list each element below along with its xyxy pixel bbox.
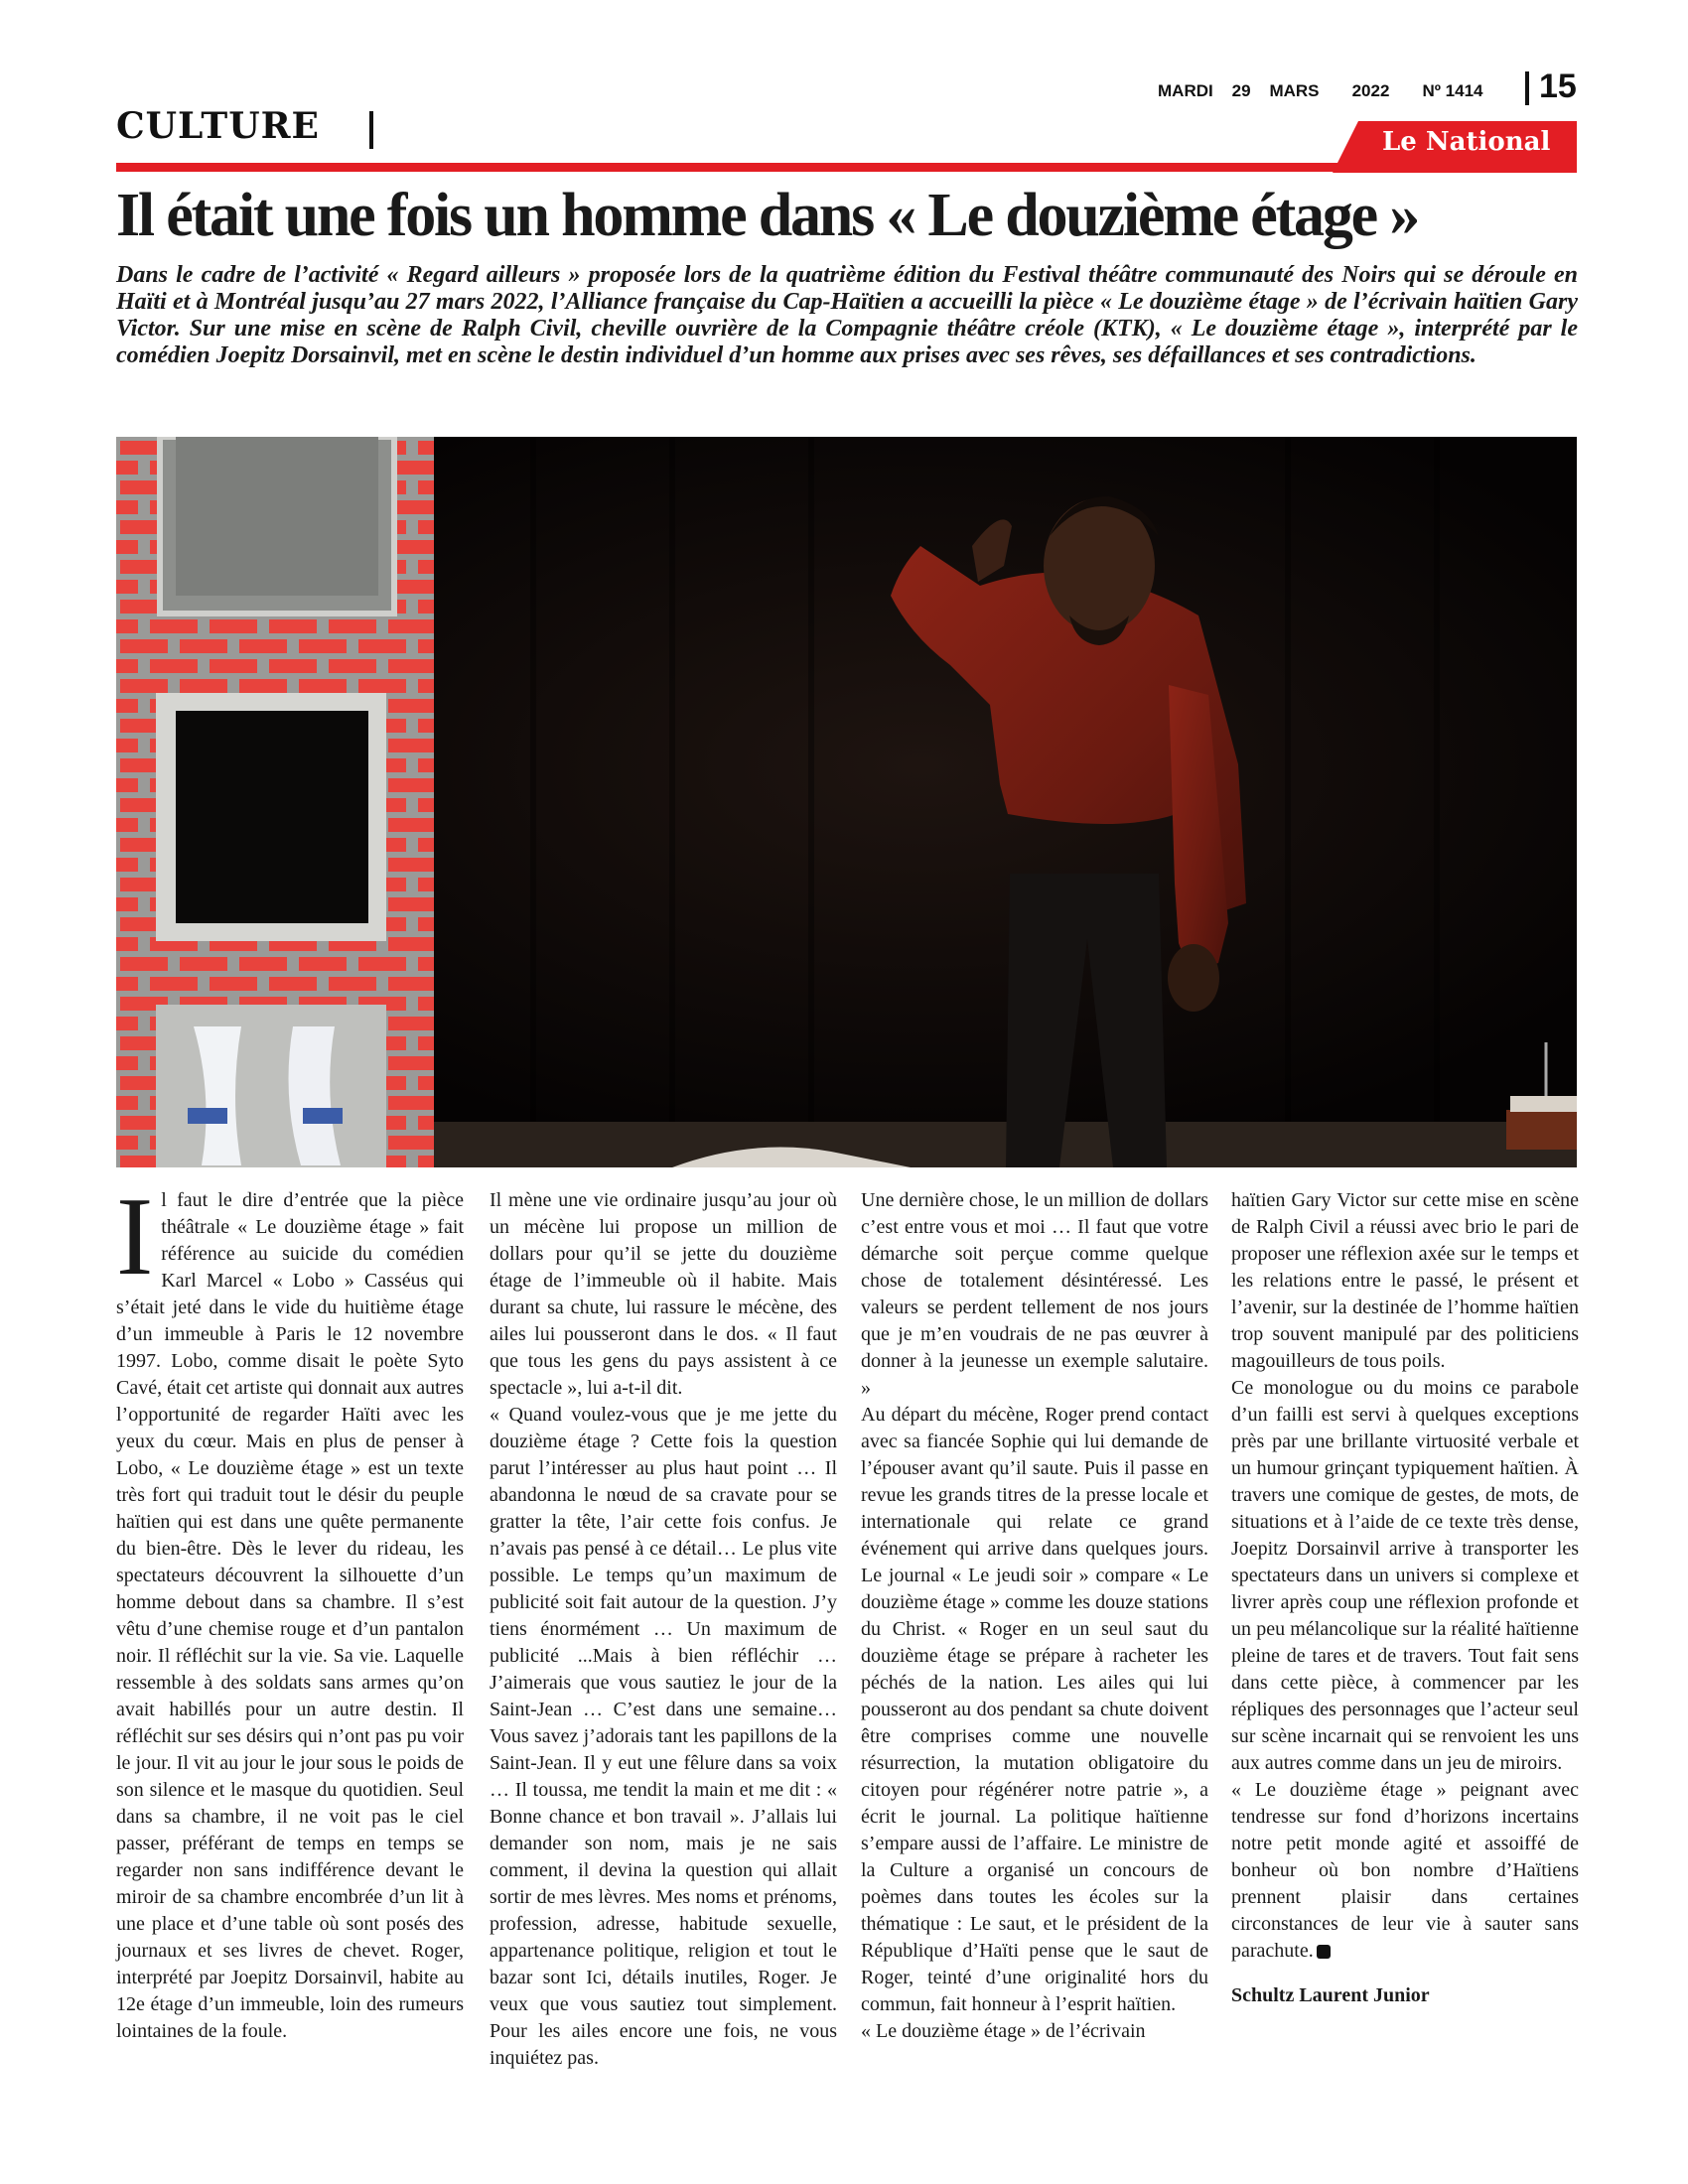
article-paragraph: Ce monologue ou du moins ce parabole d’un failli est servi à quelques exceptions près par une brillante virtuosité verbale et un humour grinçant typiquement haïtien. À travers une comique de gestes, de mots, de situations et à l’aide de ce texte très dense, Joepitz Dorsainvil arrive à transporter les spectateurs dans un univers si complexe et livrer après coup une réflexion profonde et un peu mélancolique sur la réalité haïtienne pleine de tares et de travers. Tout fait sens dans cette pièce, à commencer par les répliques des personnages que l’acteur seul sur scène incarnait qui se renvoient les uns aux autres comme dans un jeu de miroirs.	[1231, 1377, 1579, 1774]
article-lede: Dans le cadre de l’activité « Regard ailleurs » proposée lors de la quatrième édition du Festival théâtre communauté des Noirs qui se déroule en Haïti et à Montréal jusqu’au 27 mars 2022, l’Alliance française du Cap-Haïtien a accueilli la pièce « Le douzième étage » de l’écrivain haïtien Gary Victor. Sur une mise en scène de Ralph Civil, cheville ouvrière de la Compagnie théâtre créole (KTK), « Le douzième étage », interprété par le comédien Joepitz Dorsainvil, met en scène le destin individuel d’un homme aux prises avec ses rêves, ses défaillances et ses contradictions.	[116, 262, 1578, 368]
article-paragraph: Il mène une vie ordinaire jusqu’au jour où un mécène lui propose un million de dollars pour qu’il se jette du douzième étage de l’immeuble où il habite. Mais durant sa chute, lui rassure le mécène, des ailes lui pousseront dans le dos. « Il faut que tous les gens du pays assistent à ce spectacle », lui a-t-il dit.	[490, 1189, 837, 1399]
article-column-3	[861, 1187, 1208, 2045]
article-paragraph: Une dernière chose, le un million de dollars c’est entre vous et moi … Il faut que votre démarche soit perçue comme quelque chose de totalement désintéressé. Les valeurs se perdent tellement de nos jours que je m’en voudrais de ne pas œuvrer à donner à la jeunesse un exemple salutaire. »	[861, 1189, 1208, 1399]
article-paragraph: « Quand voulez-vous que je me jette du douzième étage ? Cette fois la question parut l’intéresser au plus haut point … Il abandonna le nœud de sa cravate pour se gratter la tête, l’air cette fois confus. Je n’avais pas pensé à ce détail… Le plus vite possible. Le temps qu’un maximum de publicité soit fait autour de la question. J’y tiens énormément … Un maximum de publicité ...Mais à bien réfléchir … J’aimerais que vous sautiez le jour de la Saint-Jean … C’est dans une semaine… Vous savez j’adorais tant les papillons de la Saint-Jean. Il y eut une fêlure dans sa voix … Il toussa, me tendit la main et me dit : « Bonne chance et bon travail ». J’allais lui demander son nom, mais je ne sais comment, il devina la question qui allait sortir de mes lèvres. Mes noms et prénoms, profession, adresse, habitude sexuelle, appartenance politique, religion et tout le bazar sont Ici, détails inutiles, Roger. Je veux que vous sautiez tout simplement. Pour les ailes encore une fois, ne vous inquiétez pas.	[490, 1404, 837, 2069]
stage-photo	[116, 437, 1577, 1167]
page-number: 15	[1539, 68, 1577, 105]
article-paragraph: Au départ du mécène, Roger prend contact avec sa fiancée Sophie qui lui demande de l’épouser avant qu’il saute. Puis il passe en revue les grands titres de la presse locale et internationale qui relate ce grand événement qui arrive dans quelques jours. Le journal « Le jeudi soir » compare « Le douzième étage » comme les douze stations du Christ. « Roger en un seul saut du douzième étage se prépare à racheter les péchés de la nation. Les ailes qui lui pousseront au dos pendant sa chute doivent être comprises comme une nouvelle résurrection, la mutation obligatoire du citoyen pour régénérer notre patrie », a écrit le journal. La politique haïtienne s’empare aussi de l’affaire. Le ministre de la Culture a organisé un concours de poèmes dans toutes les écoles sur la thématique : Le saut, et le président de la République d’Haïti pense que le saut de Roger, teinté d’une originalité hors du commun, fait honneur à l’esprit haïtien.	[861, 1404, 1208, 2015]
date-day: 29	[1231, 81, 1251, 100]
end-mark-icon	[1317, 1945, 1331, 1959]
article-paragraph	[1231, 1777, 1579, 1965]
drop-cap: I	[116, 1175, 154, 1298]
header-rule	[116, 163, 1577, 172]
article-paragraph	[116, 1175, 464, 2045]
issue-number: Nº 1414	[1422, 81, 1483, 100]
article-paragraph: haïtien Gary Victor sur cette mise en scène de Ralph Civil a réussi avec brio le pari de proposer une réflexion axée sur le temps et les relations entre le passé, le présent et l’avenir, sur la destinée de l’homme haïtien trop souvent manipulé par des politiciens magouilleurs de tous poils.	[1231, 1189, 1579, 1372]
section-label: CULTURE	[116, 105, 320, 147]
paragraph-text: « Le douzième étage » peignant avec tendresse sur fond d’horizons incertains notre petit monde agité et assoiffé de bonheur où bon nombre d’Haïtiens prennent plaisir dans certaines circonstances de leur vie à sauter sans parachute.	[1231, 1779, 1579, 1962]
dateline	[1158, 81, 1483, 101]
page-number-divider	[1525, 71, 1529, 105]
article-column-2	[490, 1187, 837, 2072]
article-byline: Schultz Laurent Junior	[1231, 1984, 1430, 2006]
article-column-4	[1231, 1187, 1579, 2009]
section-divider	[369, 111, 373, 149]
brand-name: Le National	[1382, 127, 1551, 157]
article-paragraph: « Le douzième étage » de l’écrivain	[861, 2020, 1146, 2042]
article-column-1	[116, 1175, 464, 2045]
date-weekday: MARDI	[1158, 81, 1213, 100]
date-year: 2022	[1351, 81, 1390, 100]
article-title: Il était une fois un homme dans « Le douzième étage »	[116, 182, 1419, 249]
date-month: MARS	[1269, 81, 1320, 100]
paragraph-text: l faut le dire d’entrée que la pièce théâtrale « Le douzième étage » fait référence au suicide du comédien Karl Marcel « Lobo » Casséus qui s’était jeté dans le vide du huitième étage d’un immeuble à Paris le 12 novembre 1997. Lobo, comme disait le poète Syto Cavé, était cet artiste qui donnait aux autres l’opportunité de regarder Haïti avec les yeux du cœur. Mais en plus de penser à Lobo, « Le douzième étage » est un texte très fort qui traduit tout le désir du peuple haïtien qui est dans une quête permanente du bien-être. Dès le lever du rideau, les spectateurs découvrent la silhouette d’un homme debout dans sa chambre. Il s’est vêtu d’une chemise rouge et d’un pantalon noir. Il réfléchit sur la vie. Sa vie. Laquelle ressemble à des soldats sans armes qu’on avait habillés pour un autre destin. Il réfléchit sur ses désirs qui n’ont pas pu voir le jour. Il vit au jour le jour sous le poids de son silence et le masque du quotidien. Seul dans sa chambre, il ne voit pas le ciel passer, préférant de temps en temps se regarder non sans indifférence devant le miroir de sa chambre encombrée d’un lit à une place et d’une table où sont posés des journaux et ses livres de chevet. Roger, interprété par Joepitz Dorsainvil, habite au 12e étage d’un immeuble, loin des rumeurs lointaines de la foule.	[116, 1189, 464, 2042]
